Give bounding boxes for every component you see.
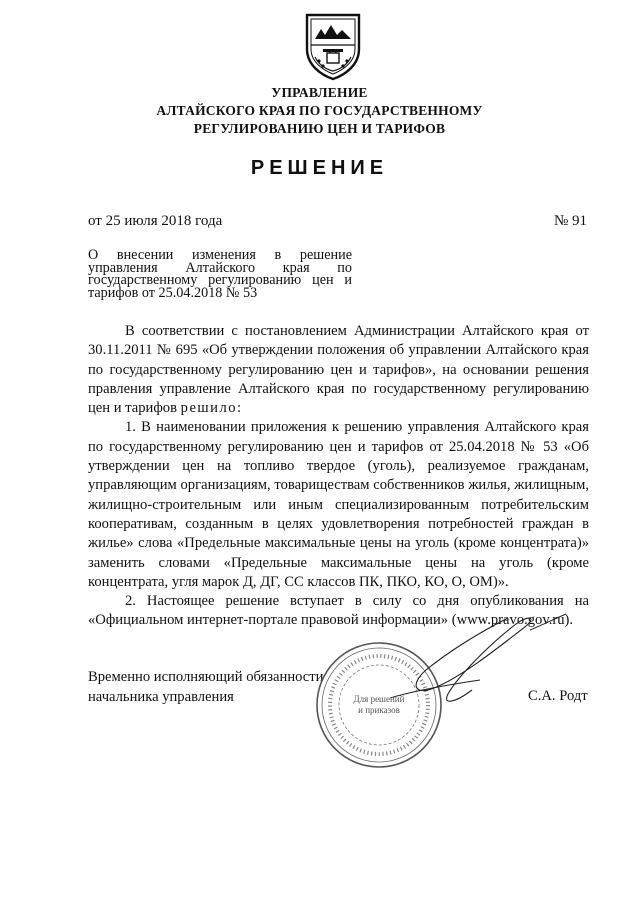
document-type-title: РЕШЕНИЕ [250, 157, 389, 179]
stamp-text-line-1: Для решений [353, 694, 405, 704]
coat-of-arms-icon [301, 9, 365, 81]
document-body [88, 322, 589, 631]
item-2-paragraph: 2. Настоящее решение вступает в силу со дня опубликования на «Официальном интернет-портале правовой информации» (www.pravo.gov.ru). [88, 593, 589, 629]
signatory-title [88, 668, 323, 707]
header-line-3: РЕГУЛИРОВАНИЮ ЦЕН И ТАРИФОВ [193, 121, 446, 136]
document-subject: О внесении изменения в решение управления Алтайского края по государственному регулированию цен и тарифов от 25.04.2018 № 53 [88, 247, 352, 301]
signatory-title-line-1: Временно исполняющий обязанности [88, 669, 324, 685]
item-1-paragraph: 1. В наименовании приложения к решению управления Алтайского края по государственному регулированию цен и тарифов от 25.04.2018 № 53 «Об утверждении цен на топливо твердое (уголь), реализуемое гражданам, управляющим организациям, товариществам собственников жилья, жилищным, жилищно-строительным или иным специализированным потребительским кооперативам, созданным в целях удовлетворения потребностей граждан в жилье» слова «Предельные максимальные цены на уголь (кроме концентрата)» заменить словами «Предельные максимальные цены на уголь (кроме концентрата, угля марок Д, ДГ, СС классов ПК, ПКО, КО, О, ОМ)». [88, 419, 589, 590]
signatory-name: С.А. Родт [528, 688, 588, 704]
document-date: от 25 июля 2018 года [88, 213, 223, 229]
preamble-text: В соответствии с постановлением Администрации Алтайского края от 30.11.2011 № 695 «Об утверждении положения об управлении Алтайского края по государственному регулированию цен и тарифов», на основании решения правления управление Алтайского края по государственному регулированию цен и тарифов [88, 323, 589, 417]
preamble-paragraph [88, 322, 589, 418]
stamp-text-line-2: и приказов [358, 705, 400, 715]
header-line-2: АЛТАЙСКОГО КРАЯ ПО ГОСУДАРСТВЕННОМУ [156, 103, 483, 118]
header-line-1: УПРАВЛЕНИЕ [271, 85, 368, 100]
decided-text: решило: [180, 400, 243, 417]
document-number: № 91 [553, 213, 587, 229]
signatory-title-line-2: начальника управления [88, 688, 234, 705]
handwritten-signature [330, 600, 580, 740]
